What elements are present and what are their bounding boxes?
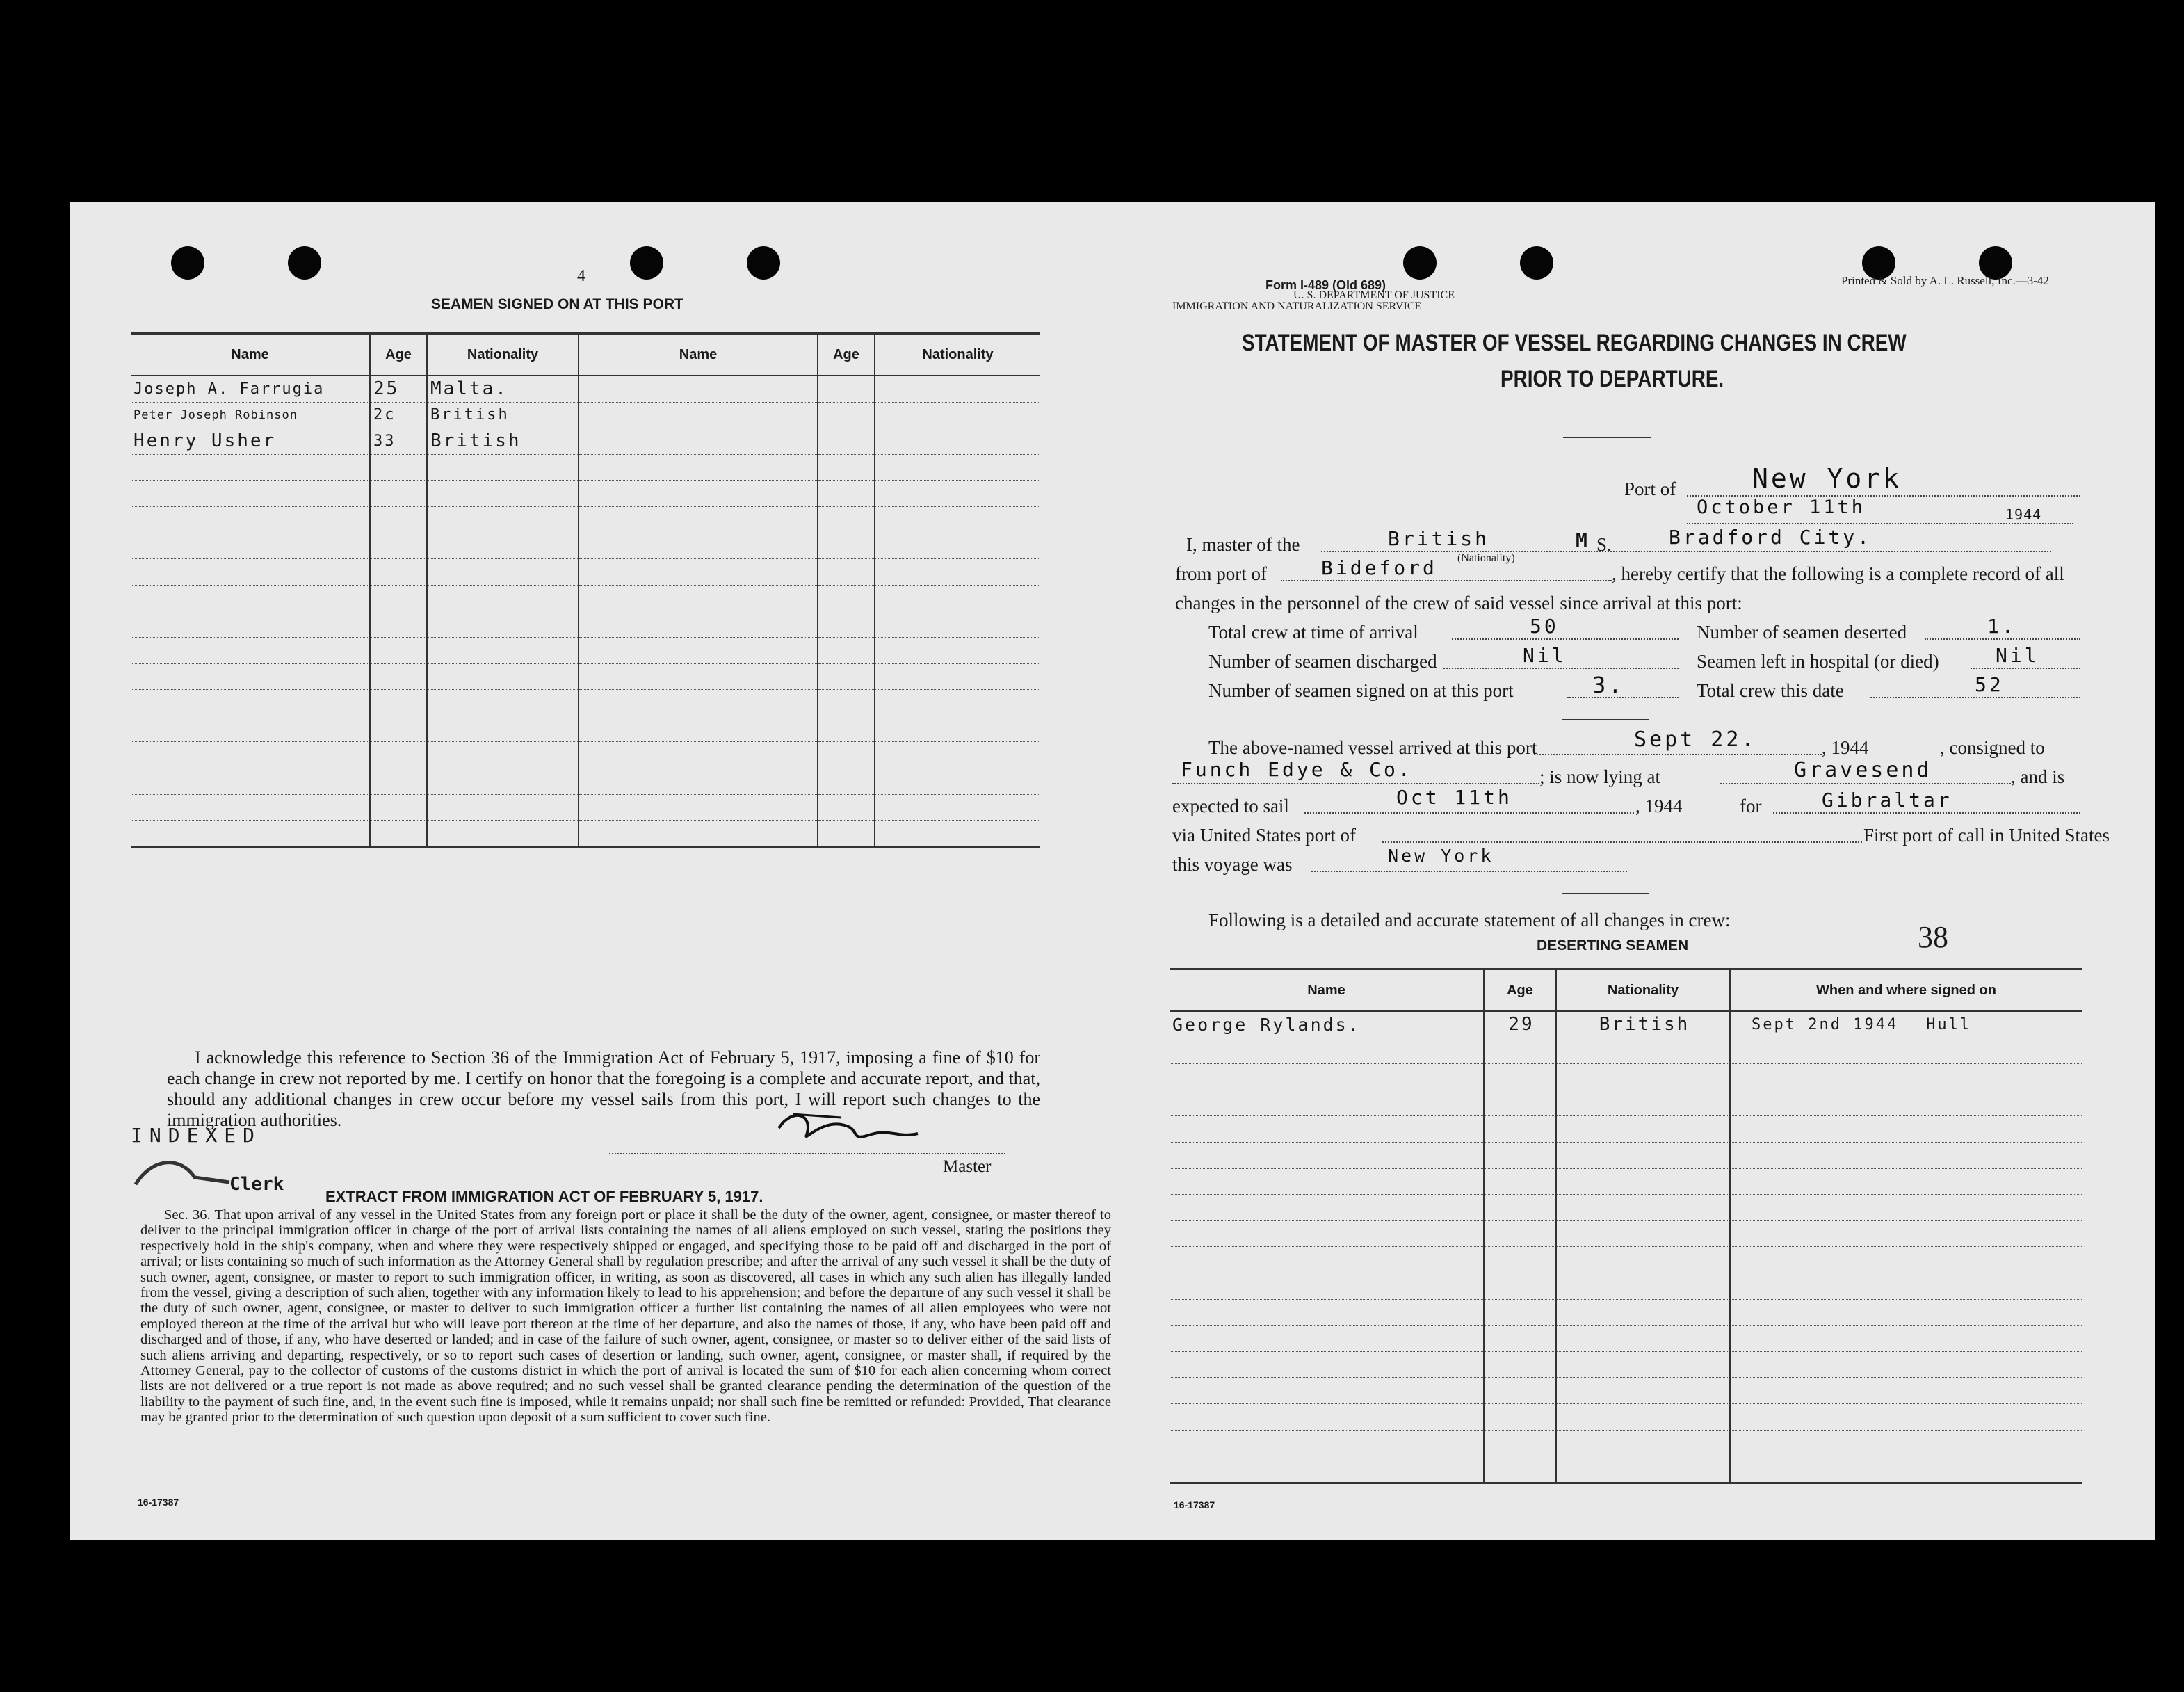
total-today-label: Total crew this date bbox=[1697, 680, 1844, 701]
via-label: via United States port of bbox=[1172, 825, 1356, 846]
seaman-nationality: British bbox=[427, 402, 579, 428]
destination-line bbox=[1773, 812, 2080, 814]
consignee-line bbox=[1172, 783, 1539, 784]
form-code: 16-17387 bbox=[138, 1497, 179, 1508]
stat-line bbox=[1443, 668, 1679, 669]
sail-date-value: Oct 11th bbox=[1396, 786, 1512, 809]
stat-line bbox=[1925, 638, 2080, 640]
deserter-signed bbox=[1730, 1011, 2082, 1038]
clerk-stamp-mark bbox=[132, 1153, 236, 1195]
col-header-nationality: Nationality bbox=[875, 334, 1040, 376]
via-line bbox=[1382, 841, 1862, 843]
vessel-line bbox=[1321, 551, 2051, 552]
date-year: 1944 bbox=[2005, 506, 2042, 523]
clerk-label: Clerk bbox=[229, 1174, 284, 1195]
sail-year: , 1944 bbox=[1635, 796, 1683, 816]
expected-label: expected to sail bbox=[1172, 796, 1289, 816]
deserter-age: 29 bbox=[1484, 1011, 1556, 1038]
arrived-label: The above-named vessel arrived at this port bbox=[1208, 737, 1537, 758]
vessel-name: Bradford City. bbox=[1669, 526, 1872, 549]
acknowledgement-text: I acknowledge this reference to Section 36 of the Immigration Act of February 5, 1917, imposing a fine of $10 for each change in crew not reported by me. I certify on honor that the foregoing is a complete and accurate report, and that, should any additional changes in crew occur before my vessel sails from this port, I will report such changes to the immigration authorities. bbox=[167, 1047, 1040, 1130]
destination-value: Gibraltar bbox=[1822, 789, 1952, 812]
service: IMMIGRATION AND NATURALIZATION SERVICE bbox=[1172, 300, 1422, 312]
lying-label: ; is now lying at bbox=[1539, 766, 1660, 787]
voyage-label: this voyage was bbox=[1172, 854, 1293, 875]
col-header-age: Age bbox=[818, 334, 875, 376]
first-port-label: First port of call in United States bbox=[1863, 825, 2110, 846]
col-header-signed-on: When and where signed on bbox=[1730, 969, 2082, 1012]
col-header-name: Name bbox=[579, 334, 818, 376]
total-crew-arrival-label: Total crew at time of arrival bbox=[1208, 622, 1418, 643]
deserting-title: DESERTING SEAMEN bbox=[1537, 937, 1689, 953]
master-label: Master bbox=[943, 1157, 992, 1176]
page-number: 4 bbox=[577, 267, 585, 285]
nationality-value: British bbox=[1388, 527, 1490, 550]
table-row bbox=[131, 428, 1040, 455]
seaman-age: 2c bbox=[370, 402, 427, 428]
deserted-label: Number of seamen deserted bbox=[1697, 622, 1907, 643]
seaman-nationality: Malta. bbox=[427, 376, 579, 402]
stat-line bbox=[1971, 668, 2080, 669]
following-text: Following is a detailed and accurate statement of all changes in crew: bbox=[1208, 910, 1731, 930]
signed-on-title: SEAMEN SIGNED ON AT THIS PORT bbox=[431, 296, 683, 312]
col-header-name: Name bbox=[1170, 969, 1484, 1012]
seaman-nationality: British bbox=[427, 428, 579, 455]
total-crew-arrival-value: 50 bbox=[1530, 615, 1559, 638]
punch-hole-icon bbox=[288, 246, 321, 280]
and-is-label: , and is bbox=[2011, 766, 2065, 787]
consigned-label: , consigned to bbox=[1940, 737, 2045, 758]
sail-line bbox=[1304, 812, 1634, 814]
certify-text-2: changes in the personnel of the crew of said vessel since arrival at this port: bbox=[1175, 593, 1742, 613]
master-line bbox=[609, 1153, 1005, 1154]
hospital-value: Nil bbox=[1996, 644, 2039, 667]
from-port-line bbox=[1281, 580, 1612, 581]
seaman-name: Peter Joseph Robinson bbox=[131, 402, 370, 428]
divider bbox=[1562, 719, 1649, 720]
arrived-year: , 1944 bbox=[1822, 737, 1869, 758]
master-signature bbox=[709, 1100, 960, 1156]
first-port-value: New York bbox=[1388, 846, 1494, 866]
port-label: Port of bbox=[1624, 478, 1676, 499]
deserting-table bbox=[1170, 968, 2082, 1484]
statement-title-line1: STATEMENT OF MASTER OF VESSEL REGARDING CHANGES IN CREW bbox=[1242, 330, 1907, 356]
punch-hole-icon bbox=[1403, 246, 1437, 280]
form-code: 16-17387 bbox=[1174, 1499, 1215, 1510]
port-value: New York bbox=[1752, 463, 1902, 494]
indexed-stamp: INDEXED bbox=[131, 1124, 262, 1147]
voyage-line bbox=[1311, 871, 1627, 872]
master-of-label: I, master of the bbox=[1186, 534, 1300, 555]
deserter-signed-place: Hull bbox=[1926, 1015, 1972, 1033]
signed-on-label: Number of seamen signed on at this port bbox=[1208, 680, 1514, 701]
seaman-name: Joseph A. Farrugia bbox=[131, 376, 370, 402]
punch-hole-icon bbox=[747, 246, 780, 280]
printer-credit: Printed & Sold by A. L. Russell, Inc.—3-42 bbox=[1841, 274, 2049, 287]
col-header-name: Name bbox=[131, 334, 370, 376]
seaman-name: Henry Usher bbox=[131, 428, 370, 455]
form-sheet bbox=[70, 202, 2155, 1540]
col-header-nationality: Nationality bbox=[427, 334, 579, 376]
date-line bbox=[1687, 523, 2073, 524]
consignee-value: Funch Edye & Co. bbox=[1181, 758, 1413, 781]
seaman-age: 33 bbox=[370, 428, 427, 455]
for-label: for bbox=[1740, 796, 1762, 816]
page-mark: 38 bbox=[1918, 920, 1948, 954]
punch-hole-icon bbox=[630, 246, 663, 280]
deserter-signed-date: Sept 2nd 1944 bbox=[1752, 1015, 1899, 1033]
nationality-caption: (Nationality) bbox=[1457, 552, 1515, 564]
col-header-nationality: Nationality bbox=[1556, 969, 1730, 1012]
signed-on-table bbox=[131, 332, 1040, 848]
statement-title-line2: PRIOR TO DEPARTURE. bbox=[1501, 366, 1724, 392]
discharged-value: Nil bbox=[1523, 644, 1567, 667]
divider bbox=[1562, 893, 1649, 894]
date-value: October 11th bbox=[1697, 497, 1866, 518]
hospital-label: Seamen left in hospital (or died) bbox=[1697, 651, 1939, 672]
ms-label: S. bbox=[1596, 534, 1612, 555]
divider bbox=[1563, 437, 1651, 438]
table-row bbox=[131, 402, 1040, 428]
from-port-label: from port of bbox=[1175, 563, 1267, 584]
deserter-name: George Rylands. bbox=[1170, 1011, 1484, 1038]
deserted-value: 1. bbox=[1987, 615, 2016, 638]
certify-text: , hereby certify that the following is a complete record of all bbox=[1612, 563, 2064, 584]
from-port-value: Bideford bbox=[1321, 556, 1437, 579]
arrived-value: Sept 22. bbox=[1634, 727, 1757, 752]
punch-hole-icon bbox=[171, 246, 204, 280]
ms-prefix: M bbox=[1576, 529, 1590, 551]
punch-hole-icon bbox=[1520, 246, 1553, 280]
lying-line bbox=[1720, 783, 2011, 784]
department: U. S. DEPARTMENT OF JUSTICE bbox=[1293, 289, 1455, 301]
total-today-value: 52 bbox=[1975, 673, 2004, 696]
seaman-age: 25 bbox=[370, 376, 427, 402]
stat-line bbox=[1452, 638, 1679, 640]
extract-text: Sec. 36. That upon arrival of any vessel in the United States from any foreign port or place it shall be the duty of the owner, agent, consignee, or master thereof to deliver to the principal immigration officer in charge of the port of arrival lists containing the names of all aliens employed on such vessel, stating the positions they respectively hold in the ship's company, when and where they were respectively shipped or engaged, and specifying those to be paid off and discharged in the port of arrival; or lists containing so much of such information as the Attorney General shall by regulation prescribe; and after the arrival of any such vessel it shall be the duty of such owner, agent, consignee, or master to report to such immigration officer, in writing, as soon as discovered, all cases in which any such alien has illegally landed from the vessel, giving a description of such alien, together with any information likely to lead to his apprehension; and before the departure of any such vessel it shall be the duty of such owner, agent, consignee, or master to deliver to such immigration officer a further list containing the names of all alien employees who were not employed thereon at the time of the arrival but who will leave port thereon at the time of her departure, and also the names of those, if any, who have been paid off and discharged and of those, if any, who have deserted or landed; and in case of the failure of such owner, agent, consignee, or master so to deliver either of the said lists of such aliens arriving and departing, respectively, or so to report such cases of desertion or landing, such owner, agent, consignee, or master shall, if required by the Attorney General, pay to the collector of customs of the customs district in which the port of arrival is located the sum of $10 for each alien concerning whom correct lists are not delivered or a true report is not made as above required; and no such vessel shall be granted clearance pending the determination of the question of the liability to the payment of such fine, and, in the event such fine is imposed, while it remains unpaid; nor shall such fine be remitted or refunded: Provided, That clearance may be granted prior to the determination of such question upon deposit of a sum sufficient to cover such fine. bbox=[140, 1207, 1111, 1426]
lying-at-value: Gravesend bbox=[1794, 758, 1932, 782]
table-row bbox=[1170, 1011, 2082, 1038]
discharged-label: Number of seamen discharged bbox=[1208, 651, 1437, 672]
signed-on-value: 3. bbox=[1592, 672, 1625, 698]
col-header-age: Age bbox=[370, 334, 427, 376]
col-header-age: Age bbox=[1484, 969, 1556, 1012]
deserter-nationality: British bbox=[1556, 1011, 1730, 1038]
arrived-line bbox=[1534, 754, 1822, 755]
form-id: Form I-489 (Old 689) bbox=[1265, 278, 1386, 292]
extract-title: EXTRACT FROM IMMIGRATION ACT OF FEBRUARY 5, 1917. bbox=[325, 1188, 763, 1205]
table-row bbox=[131, 376, 1040, 402]
stat-line bbox=[1870, 697, 2080, 698]
